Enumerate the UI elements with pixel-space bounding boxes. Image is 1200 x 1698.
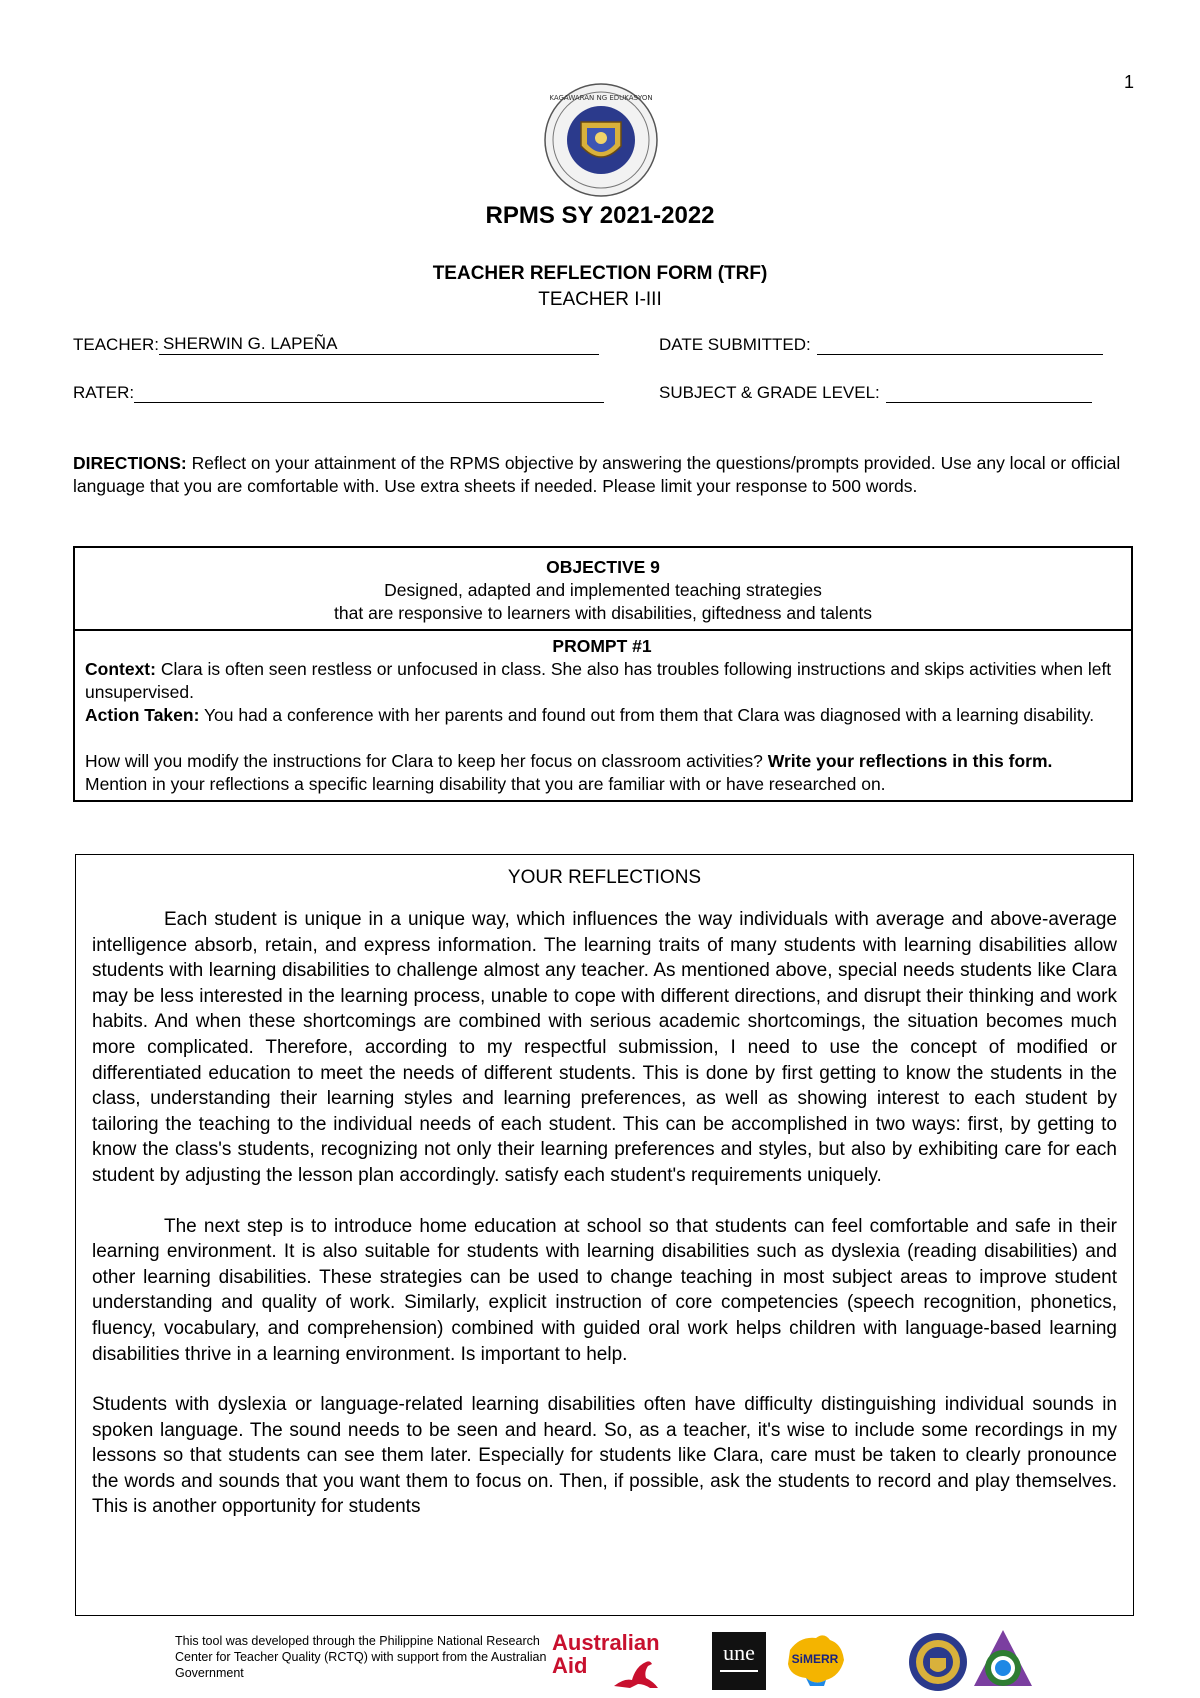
simerr-logo (780, 1630, 850, 1690)
footer-note: This tool was developed through the Philippine National Research Center for Teacher Quality (RCTQ) with support from the Australian Government (175, 1634, 547, 1680)
reflection-heading: YOUR REFLECTIONS (507, 867, 702, 888)
objective-heading: OBJECTIVE 9 (546, 557, 660, 577)
reflection-text (76, 907, 1133, 1520)
svg-text:KAGAWARAN NG EDUKASYON: KAGAWARAN NG EDUKASYON (549, 94, 653, 102)
prompt-body (75, 631, 1131, 800)
subject-grade-label: SUBJECT & GRADE LEVEL: (659, 383, 880, 402)
aid-logo-text-2: Aid (552, 1653, 588, 1678)
teacher-field (73, 334, 599, 355)
reflection-paragraph-1: Each student is unique in a unique way, which influences the way individuals with average and above-average intelligence absorb, retain, and express information. The learning traits of many students with learning disabilities allow students with learning disabilities to challenge almost any teacher. As mentioned above, special needs students like Clara may be less interested in the learning process, unable to cope with different directions, and disrupt their thinking and work habits. And when these shortcomings are combined with serious academic shortcomings, the situation becomes much more complicated. Therefore, according to my respectful submission, I need to use the concept of modified or differentiated education to meet the needs of different students. This is done by first getting to know the students in the class, understanding their learning styles and learning preferences, as well as showing interest to each student by tailoring the teaching to the individual needs of each student. This can be accomplished in two ways: first, by getting to know the class's students, recognizing not only their learning preferences and styles, but also by exhibiting care for each student by adjusting the lesson plan accordingly. satisfy each student's requirements uniquely. (92, 909, 1117, 1186)
australian-aid-logo (552, 1632, 672, 1692)
context-text: Clara is often seen restless or unfocused in class. She also has troubles following instructions and skips activities when left unsupervised. (85, 659, 1112, 702)
reflection-box[interactable] (75, 854, 1134, 1616)
teacher-value: SHERWIN G. LAPEÑA (162, 334, 338, 353)
prompt-context (85, 658, 1119, 704)
date-submitted-field (659, 334, 1103, 355)
rater-value (134, 382, 138, 401)
rater-field (73, 382, 604, 403)
directions-text: Reflect on your attainment of the RPMS objective by answering the questions/prompts provided. Use any local or official language that you are comfortable with. Use extra sheets if needed. Please limit your response to 500 words. (73, 453, 1121, 496)
form-level: TEACHER I-III (538, 289, 662, 310)
simerr-logo-text: SiMERR (791, 1652, 839, 1666)
teacher-label: TEACHER: (73, 335, 159, 354)
action-text: You had a conference with her parents and found out from them that Clara was diagnosed with a learning disability. (199, 705, 1095, 725)
directions-label: DIRECTIONS: (73, 453, 187, 473)
objective-box (73, 546, 1133, 802)
reflection-paragraph-2: The next step is to introduce home education at school so that students can feel comfortable and safe in their learning environment. It is also suitable for students with learning disabilities such as dyslexia (reading disabilities) and other learning disabilities. These strategies can be used to change teaching in most subject areas to improve student understanding and quality of work. Similarly, explicit instruction of core competencies (speech recognition, phonetics, fluency, vocabulary, and comprehension) combined with guided oral work helps children with language-based learning disabilities thrive in a learning environment. Is important to help. (92, 1215, 1117, 1365)
question-text: How will you modify the instructions for Clara to keep her focus on classroom activities? (85, 751, 768, 771)
reflection-paragraph-3: Students with dyslexia or language-related learning disabilities often have difficulty distinguishing individual sounds in spoken language. The sound needs to be seen and heard. So, as a teacher, it's wise to include some recordings in my lessons so that students can see them later. Especially for students like Clara, care must be taken to clearly pronounce the words and sounds that you want them to focus on. Then, if possible, ask the students to record and play themselves. This is another opportunity for students (92, 1394, 1117, 1518)
subject-grade-input[interactable] (886, 382, 1092, 403)
teacher-input[interactable] (159, 334, 599, 355)
objective-header (75, 548, 1131, 631)
date-submitted-label: DATE SUBMITTED: (659, 335, 811, 354)
question-tail: Mention in your reflections a specific learning disability that you are familiar with or have researched on. (85, 774, 886, 794)
directions (73, 452, 1133, 498)
objective-line-1: Designed, adapted and implemented teaching strategies (384, 580, 822, 600)
prompt-action (85, 704, 1119, 727)
rater-label: RATER: (73, 383, 135, 402)
une-logo-text: une (723, 1640, 755, 1665)
prompt-heading: PROMPT #1 (552, 636, 652, 656)
subject-grade-field (659, 382, 1092, 403)
objective-line-2: that are responsive to learners with disabilities, giftedness and talents (334, 603, 872, 623)
date-submitted-input[interactable] (817, 334, 1103, 355)
rctq-logo (972, 1628, 1034, 1692)
page-number: 1 (1124, 72, 1135, 92)
deped-seal-icon (543, 82, 659, 198)
question-bold: Write your reflections in this form. (767, 751, 1053, 771)
context-label: Context: (85, 659, 156, 679)
une-logo (712, 1632, 766, 1690)
page-title: RPMS SY 2021-2022 (485, 202, 715, 229)
aid-logo-text-1: Australian (552, 1630, 660, 1655)
prompt-question (85, 750, 1119, 796)
action-label: Action Taken: (85, 705, 200, 725)
rater-input[interactable] (134, 382, 604, 403)
kangaroo-icon (610, 1656, 660, 1690)
form-name: TEACHER REFLECTION FORM (TRF) (432, 263, 768, 284)
university-seal-icon (908, 1632, 968, 1692)
